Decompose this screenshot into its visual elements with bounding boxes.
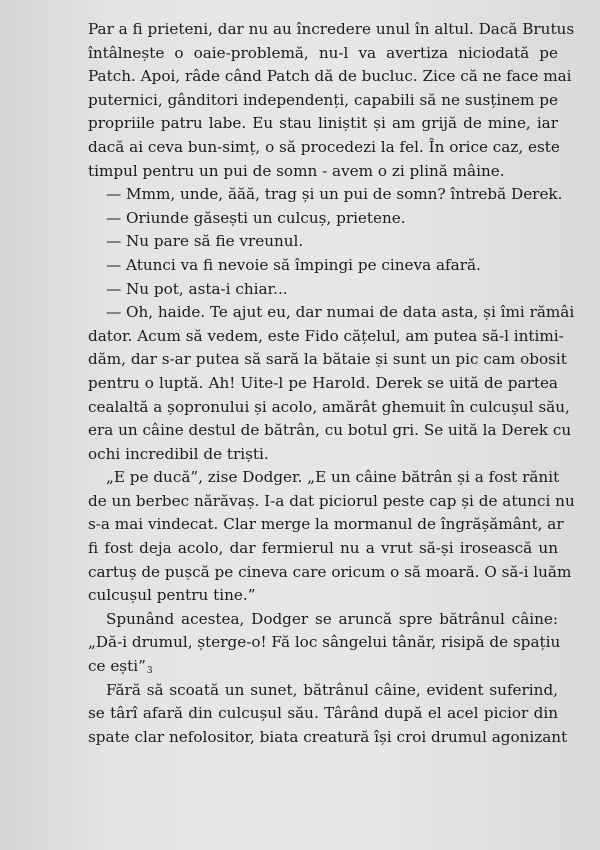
text-line: se târî afară din culcușul său. Târând după el acel picior din: [88, 704, 558, 723]
text-line: Par a fi prieteni, dar nu au încredere unul în altul. Dacă Brutus: [88, 20, 575, 38]
text-line: ochi incredibil de triști.: [88, 444, 269, 463]
dialogue-line: — Atunci va fi nevoie să împingi pe cineva afară.: [106, 255, 481, 274]
text-line: „E pe ducă”, zise Dodger. „E un câine bătrân și a fost rănit: [106, 468, 560, 487]
text-line: dator. Acum să vedem, este Fido cățelul, am putea să-l intimi-: [88, 326, 564, 345]
dialogue-line: — Oriunde găsești un culcuș, prietene.: [106, 208, 406, 227]
text-line: era un câine destul de bătrân, cu botul gri. Se uită la Derek cu: [88, 421, 572, 440]
text-line: Fără să scoată un sunet, bătrânul câine, evident suferind,: [106, 680, 558, 699]
text-line: [88, 655, 558, 679]
text-line: pentru o luptă. Ah! Uite-l pe Harold. Derek se uită de partea: [88, 373, 558, 392]
text-line: cealaltă a șopronului și acolo, amărât ghemuit în culcușul său,: [88, 397, 570, 416]
text-line: puternici, gânditori independenți, capabili să ne susținem pe: [88, 90, 558, 109]
text-line: dăm, dar s-ar putea să sară la bătaie și sunt un pic cam obosit: [88, 350, 567, 369]
text-line: de un berbec nărăvaș. I-a dat piciorul peste cap și de atunci nu: [88, 491, 575, 510]
text-line: Patch. Apoi, râde când Patch dă de bucluc. Zice că ne face mai: [88, 67, 572, 86]
text-line: fi fost deja acolo, dar fermierul nu a vrut să-și irosească un: [88, 539, 558, 558]
text-line: propriile patru labe. Eu stau liniștit și am grijă de mine, iar: [88, 114, 558, 133]
dialogue-line: — Oh, haide. Te ajut eu, dar numai de data asta, și îmi rămâi: [106, 303, 575, 322]
text-line: cartuș de pușcă pe cineva care oricum o să moară. O să-i luăm: [88, 562, 572, 581]
dialogue-line: — Mmm, unde, ăăă, trag și un pui de somn? întrebă Derek.: [106, 185, 563, 204]
text-line-content: ce ești”: [88, 657, 146, 676]
dialogue-line: — Nu pare să fie vreunul.: [106, 232, 304, 251]
footnote-marker: 3: [146, 666, 153, 677]
text-line: „Dă-i drumul, șterge-o! Fă loc sângelui tânăr, risipă de spațiu: [88, 633, 561, 652]
text-line: Spunând acestea, Dodger se aruncă spre bătrânul câine:: [106, 609, 558, 628]
text-line: culcușul pentru tine.”: [88, 586, 256, 605]
text-line: întâlnește o oaie-problemă, nu-l va avertiza niciodată pe: [88, 43, 558, 62]
text-line: s-a mai vindecat. Clar merge la mormanul de îngrășământ, ar: [88, 515, 564, 534]
dialogue-line: — Nu pot, asta-i chiar...: [106, 279, 288, 298]
page-text: [88, 18, 575, 749]
text-line: timpul pentru un pui de somn - avem o zi plină mâine.: [88, 161, 505, 180]
text-line: spate clar nefolositor, biata creatură își croi drumul agonizant: [88, 727, 568, 746]
text-line: dacă ai ceva bun-simț, o să procedezi la fel. În orice caz, este: [88, 137, 560, 156]
